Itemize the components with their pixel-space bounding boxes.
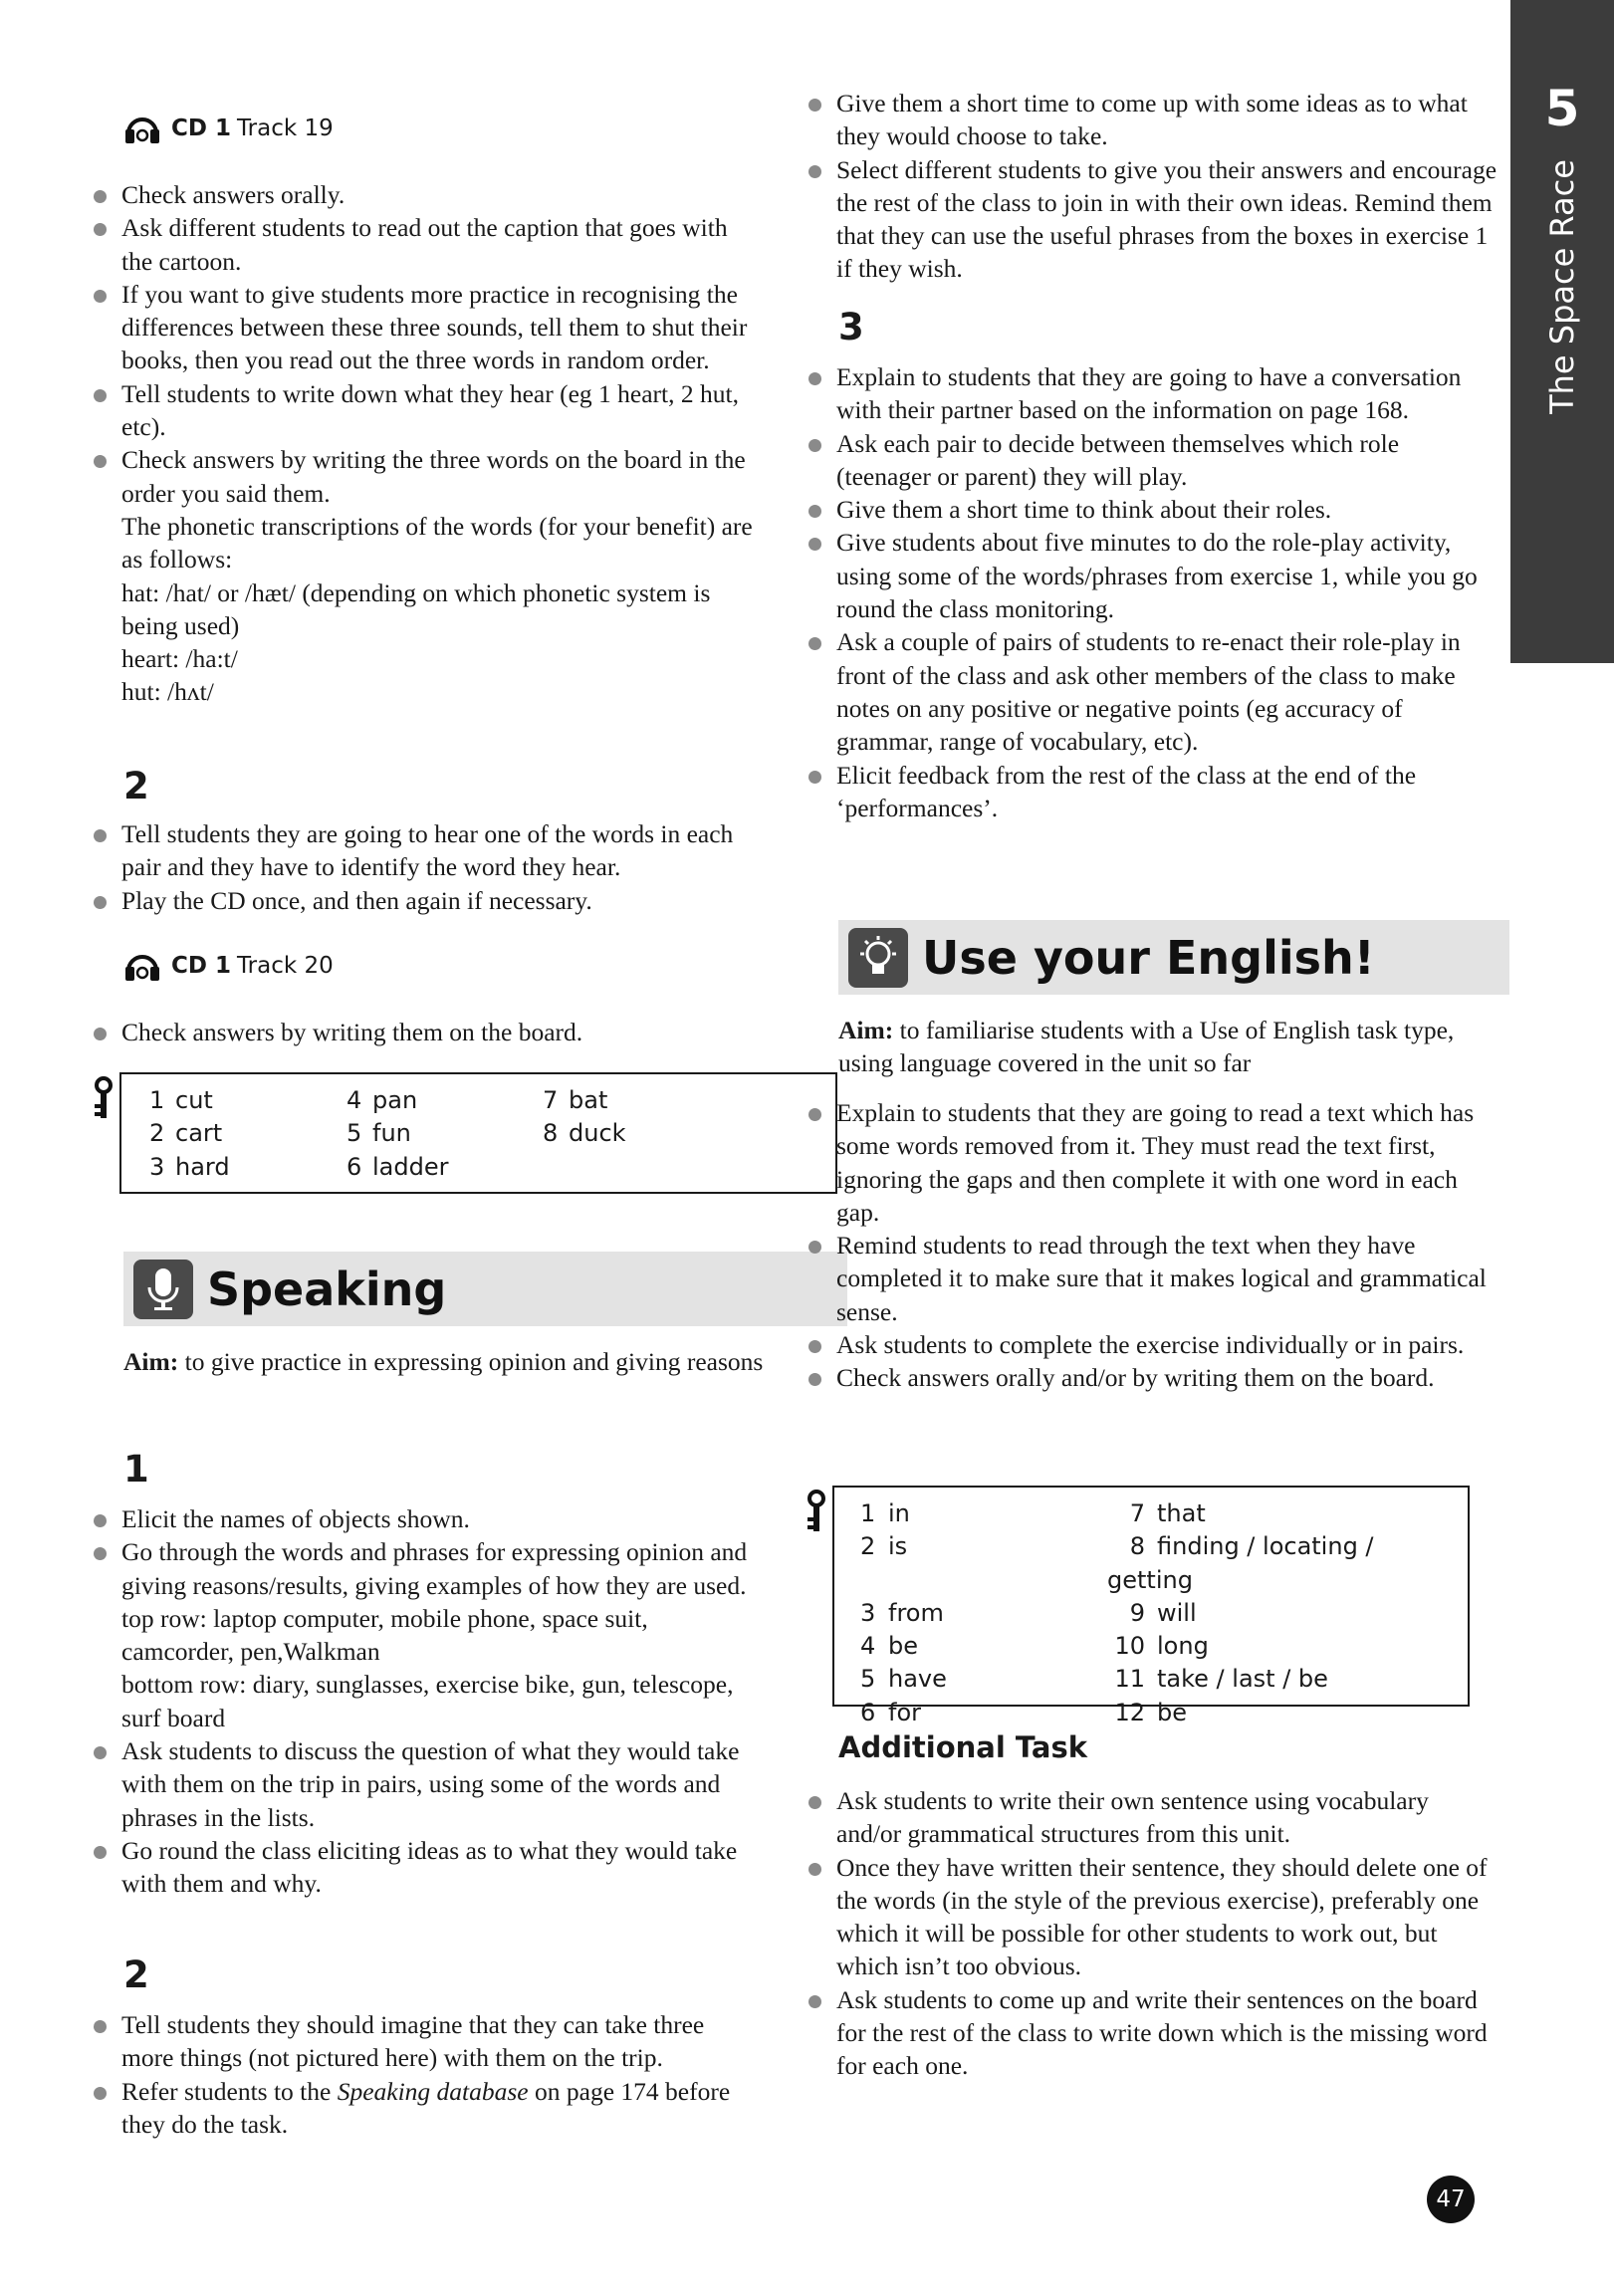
answer-number: 5 [860,1665,876,1694]
list-item: Go round the class eliciting ideas as to what they would take with them and why. [86,1834,763,1901]
list-item: Elicit the names of objects shown. [86,1502,763,1535]
phonetic-note: heart: /ha:t/ [121,644,238,674]
answer-item [149,1117,346,1150]
answer-item [346,1151,543,1184]
list-item [86,2075,763,2142]
answer-item [1107,1697,1466,1729]
track-label: Track 19 [236,115,334,141]
list-item: Play the CD once, and then again if necessary. [86,884,763,917]
refer-post: on page 174 before they do the task. [121,2076,731,2139]
bullet-list-ex2 [86,817,763,917]
answer-grid [834,1488,1468,1729]
aim-label: Aim: [123,1347,179,1376]
speaking-aim [123,1345,840,1378]
answer-word: will [1157,1598,1197,1627]
list-item: Ask students to come up and write their sentences on the board for the rest of the class to write down which is the missing word for each one. [801,1983,1498,2083]
answer-number: 1 [860,1499,876,1527]
answer-item [543,1117,682,1150]
answer-number: 5 [346,1119,362,1148]
answer-number: 11 [1114,1665,1145,1694]
answer-item [346,1117,543,1150]
answer-word: have [888,1665,947,1694]
list-item-text: Check answers by writing the three words on the board in the order you said them. [121,445,746,508]
answer-key-box [832,1486,1470,1726]
answer-word: take / last / be [1157,1665,1328,1694]
answer-number: 8 [1129,1532,1145,1561]
answer-word: cart [175,1119,223,1148]
key-icon [805,1490,828,1533]
answer-item [860,1597,1107,1630]
list-item: Explain to students that they are going to read a text which has some words removed from it. They must read the text first, ignoring the gaps and then complete it with one word in each gap. [801,1096,1498,1229]
list-item: Once they have written their sentence, they should delete one of the words (in the style of the previous exercise), preferably one which it will be possible for other students to work out, but which isn’t too obvious. [801,1851,1498,1983]
answer-number: 3 [149,1152,165,1181]
answer-word: be [888,1632,918,1661]
microphone-icon [133,1260,193,1319]
bullet-list-check-board [86,1016,763,1048]
answer-word: that [1157,1499,1206,1527]
headphones-icon [123,112,161,145]
answer-word: from [888,1598,944,1627]
answer-number: 3 [860,1598,876,1627]
headphones-icon [123,949,161,983]
list-item: If you want to give students more practice in recognising the differences between these three sounds, tell them to shut their books, then you read out the three words in random order. [86,278,763,377]
answer-item [1107,1497,1466,1530]
exercise-heading-2b: 2 [123,1953,149,1996]
answer-number: 8 [543,1119,559,1148]
phonetic-note: hat: /hat/ or /hæt/ (depending on which phonetic system is being used) [121,577,711,640]
additional-task-heading: Additional Task [838,1730,1088,1764]
objects-note: top row: laptop computer, mobile phone, space suit, camcorder, pen,Walkman [121,1603,648,1667]
exercise-heading-2: 2 [123,765,149,807]
bullet-list-ideas [801,87,1498,286]
aim-text: to give practice in expressing opinion and giving reasons [178,1347,764,1376]
list-item: Check answers by writing them on the board. [86,1016,763,1048]
answer-grid [121,1074,835,1184]
list-item: Check answers orally and/or by writing them on the board. [801,1361,1498,1394]
list-item: Give them a short time to come up with some ideas as to what they would choose to take. [801,87,1498,153]
answer-word: hard [175,1152,230,1181]
answer-item [1107,1663,1466,1696]
unit-side-tab [1510,0,1614,663]
answer-number: 6 [860,1698,876,1726]
bullet-list-roleplay [801,360,1498,824]
answer-word: fun [372,1119,411,1148]
answer-item [1107,1597,1466,1630]
list-item: Ask a couple of pairs of students to re-enact their role-play in front of the class and ask other members of the class to make notes on any positive or negative points (eg accuracy of grammar, range of vocabulary, etc). [801,625,1498,758]
list-item-text: Go through the words and phrases for expressing opinion and giving reasons/results, giving examples of how they are used. [121,1537,748,1600]
answer-item [149,1084,346,1117]
answer-word: cut [175,1086,213,1114]
answer-word: finding / locating / getting [1107,1532,1374,1594]
list-item: Elicit feedback from the rest of the class at the end of the ‘performances’. [801,759,1498,825]
answer-number: 9 [1129,1598,1145,1627]
refer-pre: Refer students to the [121,2076,338,2106]
lightbulb-icon [848,928,908,988]
answer-word: bat [569,1086,608,1114]
list-item: Give students about five minutes to do the role-play activity, using some of the words/phrases from exercise 1, while you go round the class monitoring. [801,526,1498,625]
answer-number: 4 [346,1086,362,1114]
section-title: Speaking [207,1262,447,1316]
answer-item [860,1630,1107,1663]
answer-number: 7 [1129,1499,1145,1527]
cd-track-19 [86,112,334,145]
answer-number: 1 [149,1086,165,1114]
key-icon [92,1076,115,1120]
answer-word: ladder [372,1152,449,1181]
answer-number: 2 [149,1119,165,1148]
bullet-list-additional [801,1784,1498,2083]
cd-label: CD 1 [171,115,231,141]
list-item [86,443,763,708]
list-item: Tell students to write down what they hear (eg 1 heart, 2 hut, etc). [86,377,763,444]
answer-word: long [1157,1632,1209,1661]
list-item: Tell students they are going to hear one of the words in each pair and they have to identify the word they hear. [86,817,763,884]
english-aim [838,1014,1505,1080]
list-item: Ask different students to read out the caption that goes with the cartoon. [86,211,763,278]
bullet-list-use-english [801,1096,1498,1395]
phonetic-note: The phonetic transcriptions of the words (for your benefit) are as follows: [121,511,753,574]
phonetic-note: hut: /hʌt/ [121,677,214,707]
bullet-list-check [86,178,763,709]
answer-item [860,1663,1107,1696]
use-your-english-header [838,920,1509,995]
answer-item [860,1530,1107,1597]
unit-title: The Space Race [1543,159,1581,414]
answer-word: duck [569,1119,626,1148]
aim-text: to familiarise students with a Use of English task type, using language covered in the unit so far [838,1016,1455,1078]
speaking-section-header [123,1252,847,1326]
answer-word: is [888,1532,908,1561]
answer-number: 6 [346,1152,362,1181]
list-item: Ask students to discuss the question of what they would take with them on the trip in pairs, using some of the words and phrases in the lists. [86,1734,763,1834]
answer-item [860,1497,1107,1530]
page-number: 47 [1427,2176,1475,2223]
exercise-heading-1: 1 [123,1448,149,1491]
answer-number: 2 [860,1532,876,1561]
bullet-list-speaking-1 [86,1502,763,1901]
answer-word: in [888,1499,910,1527]
answer-item [543,1084,682,1117]
section-title: Use your English! [922,930,1375,985]
unit-number: 5 [1544,80,1580,137]
answer-number: 4 [860,1632,876,1661]
answer-number: 10 [1114,1632,1145,1661]
cd-track-20 [86,949,334,983]
list-item [86,1535,763,1734]
list-item: Tell students they should imagine that they can take three more things (not pictured here) with them on the trip. [86,2008,763,2075]
list-item: Remind students to read through the text when they have completed it to make sure that it makes logical and grammatical sense. [801,1229,1498,1328]
list-item: Give them a short time to think about their roles. [801,493,1498,526]
cd-label: CD 1 [171,953,231,979]
answer-item [346,1084,543,1117]
list-item: Ask students to complete the exercise individually or in pairs. [801,1328,1498,1361]
list-item: Select different students to give you their answers and encourage the rest of the class to join in with their own ideas. Remind them that they can use the useful phrases from the boxes in exercise 1 if they wish. [801,153,1498,286]
list-item: Ask students to write their own sentence using vocabulary and/or grammatical structures from this unit. [801,1784,1498,1851]
bullet-list-speaking-2 [86,2008,763,2141]
exercise-heading-3: 3 [838,306,864,348]
answer-word: pan [372,1086,418,1114]
answer-item [149,1151,346,1184]
list-item: Explain to students that they are going to have a conversation with their partner based on the information on page 168. [801,360,1498,427]
answer-key-box [119,1072,837,1194]
answer-word: for [888,1698,921,1726]
track-label: Track 20 [236,953,334,979]
list-item: Check answers orally. [86,178,763,211]
answer-number: 12 [1114,1698,1145,1726]
objects-note: bottom row: diary, sunglasses, exercise bike, gun, telescope, surf board [121,1670,734,1732]
answer-item [1107,1630,1466,1663]
answer-number: 7 [543,1086,559,1114]
list-item: Ask each pair to decide between themselves which role (teenager or parent) they will play. [801,427,1498,494]
answer-item [860,1697,1107,1729]
answer-word: be [1157,1698,1187,1726]
answer-item [1107,1530,1466,1597]
refer-title: Speaking database [337,2076,529,2106]
aim-label: Aim: [838,1016,894,1044]
